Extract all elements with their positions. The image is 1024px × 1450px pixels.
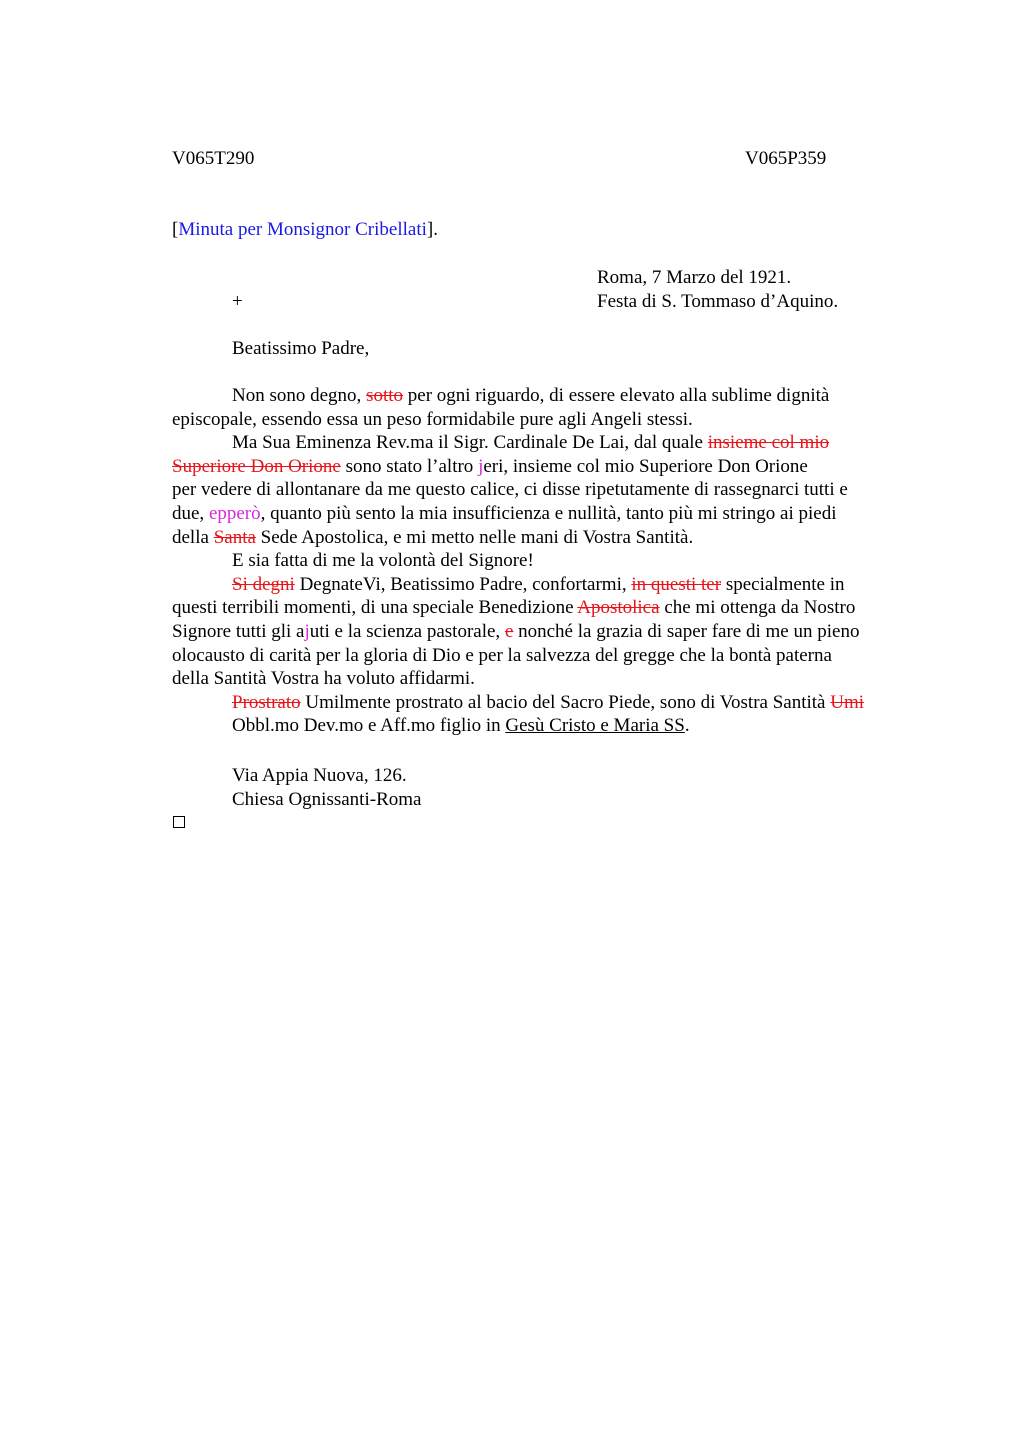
salutation: Beatissimo Padre, bbox=[232, 338, 370, 359]
text-run: nonché la grazia di saper fare di me un pieno bbox=[513, 620, 860, 642]
text-run: questi terribili momenti, di una speciale Benedizione bbox=[172, 597, 578, 619]
para4-line5: della Santità Vostra ha voluto affidarmi. bbox=[172, 668, 475, 690]
document-code-right: V065P359 bbox=[745, 148, 827, 169]
deleted-text: sotto bbox=[366, 385, 404, 406]
para4-line3 bbox=[172, 620, 932, 644]
text-run: due, bbox=[172, 502, 209, 524]
text-run: Non sono degno, bbox=[232, 385, 367, 406]
text-run: della bbox=[172, 526, 214, 548]
text-run: per ogni riguardo, di essere elevato alla sublime dignità bbox=[403, 385, 830, 406]
para4-line2 bbox=[172, 596, 932, 620]
text-run: uti e la scienza pastorale, bbox=[309, 620, 505, 642]
address-line1: Via Appia Nuova, 126. bbox=[232, 765, 407, 786]
address-line2: Chiesa Ognissanti-Roma bbox=[232, 788, 422, 810]
cross-mark: + bbox=[232, 291, 243, 312]
para5-line1 bbox=[172, 691, 932, 715]
text-run: sono stato l’altro bbox=[340, 455, 479, 477]
text-run: DegnateVi, Beatissimo Padre, confortarmi, bbox=[294, 573, 632, 595]
para2-line2 bbox=[172, 455, 932, 479]
title-open-bracket: [ bbox=[172, 219, 179, 240]
document-title bbox=[172, 218, 438, 242]
para2-line3: per vedere di allontanare da me questo calice, ci disse ripetutamente di rassegnarci tutti e bbox=[172, 479, 848, 501]
deleted-text: Umi bbox=[830, 691, 865, 713]
deleted-text: Apostolica bbox=[577, 597, 660, 619]
title-close-bracket: ]. bbox=[426, 219, 438, 240]
deleted-text: Prostrato bbox=[232, 691, 301, 713]
inserted-text: j bbox=[478, 455, 484, 477]
para3-line1: E sia fatta di me la volontà del Signore! bbox=[232, 550, 534, 572]
text-run: Sede Apostolica, e mi metto nelle mani di Vostra Santità. bbox=[255, 526, 694, 548]
para2-line1 bbox=[172, 431, 932, 455]
para2-line5 bbox=[172, 526, 932, 550]
date-line: Roma, 7 Marzo del 1921. bbox=[597, 267, 792, 288]
document-code-left: V065T290 bbox=[172, 148, 255, 169]
text-run: specialmente in bbox=[721, 573, 845, 595]
deleted-text: e bbox=[504, 620, 514, 642]
text-run: Signore tutti gli a bbox=[172, 620, 305, 642]
deleted-text: Superiore Don Orione bbox=[172, 455, 341, 477]
para1-line2: episcopale, essendo essa un peso formidabile pure agli Angeli stessi. bbox=[172, 408, 693, 430]
para4-line1 bbox=[172, 573, 932, 597]
deleted-text: Si degni bbox=[232, 573, 295, 595]
inserted-text: j bbox=[304, 620, 310, 642]
text-run: Ma Sua Eminenza Rev.ma il Sigr. Cardinale De Lai, dal quale bbox=[232, 432, 708, 454]
text-run: eri, insieme col mio Superiore Don Orione bbox=[483, 455, 808, 477]
inserted-text: epperò bbox=[208, 502, 261, 524]
para4-line4: olocausto di carità per la gloria di Dio e per la salvezza del gregge che la bontà paterna bbox=[172, 644, 832, 666]
letter-body bbox=[172, 384, 932, 738]
end-of-document-box-icon bbox=[173, 816, 185, 828]
date-block bbox=[597, 266, 838, 313]
text-run: Obbl.mo Dev.mo e Aff.mo figlio in bbox=[232, 715, 506, 737]
underlined-text: Gesù Cristo e Maria SS bbox=[505, 715, 685, 737]
deleted-text: insieme col mio bbox=[707, 432, 830, 454]
para5-line2 bbox=[172, 714, 932, 738]
feast-line: Festa di S. Tommaso d’Aquino. bbox=[597, 290, 839, 312]
text-run: che mi ottenga da Nostro bbox=[659, 597, 856, 619]
para1-line1 bbox=[172, 384, 932, 408]
title-text: Minuta per Monsignor Cribellati bbox=[178, 219, 427, 240]
text-run: . bbox=[684, 715, 690, 737]
text-run: Umilmente prostrato al bacio del Sacro Piede, sono di Vostra Santità bbox=[300, 691, 831, 713]
para2-line4 bbox=[172, 502, 932, 526]
address-block bbox=[232, 764, 421, 811]
deleted-text: Santa bbox=[213, 526, 256, 548]
text-run: , quanto più sento la mia insufficienza e nullità, tanto più mi stringo ai piedi bbox=[260, 502, 837, 524]
deleted-text: in questi ter bbox=[631, 573, 722, 595]
